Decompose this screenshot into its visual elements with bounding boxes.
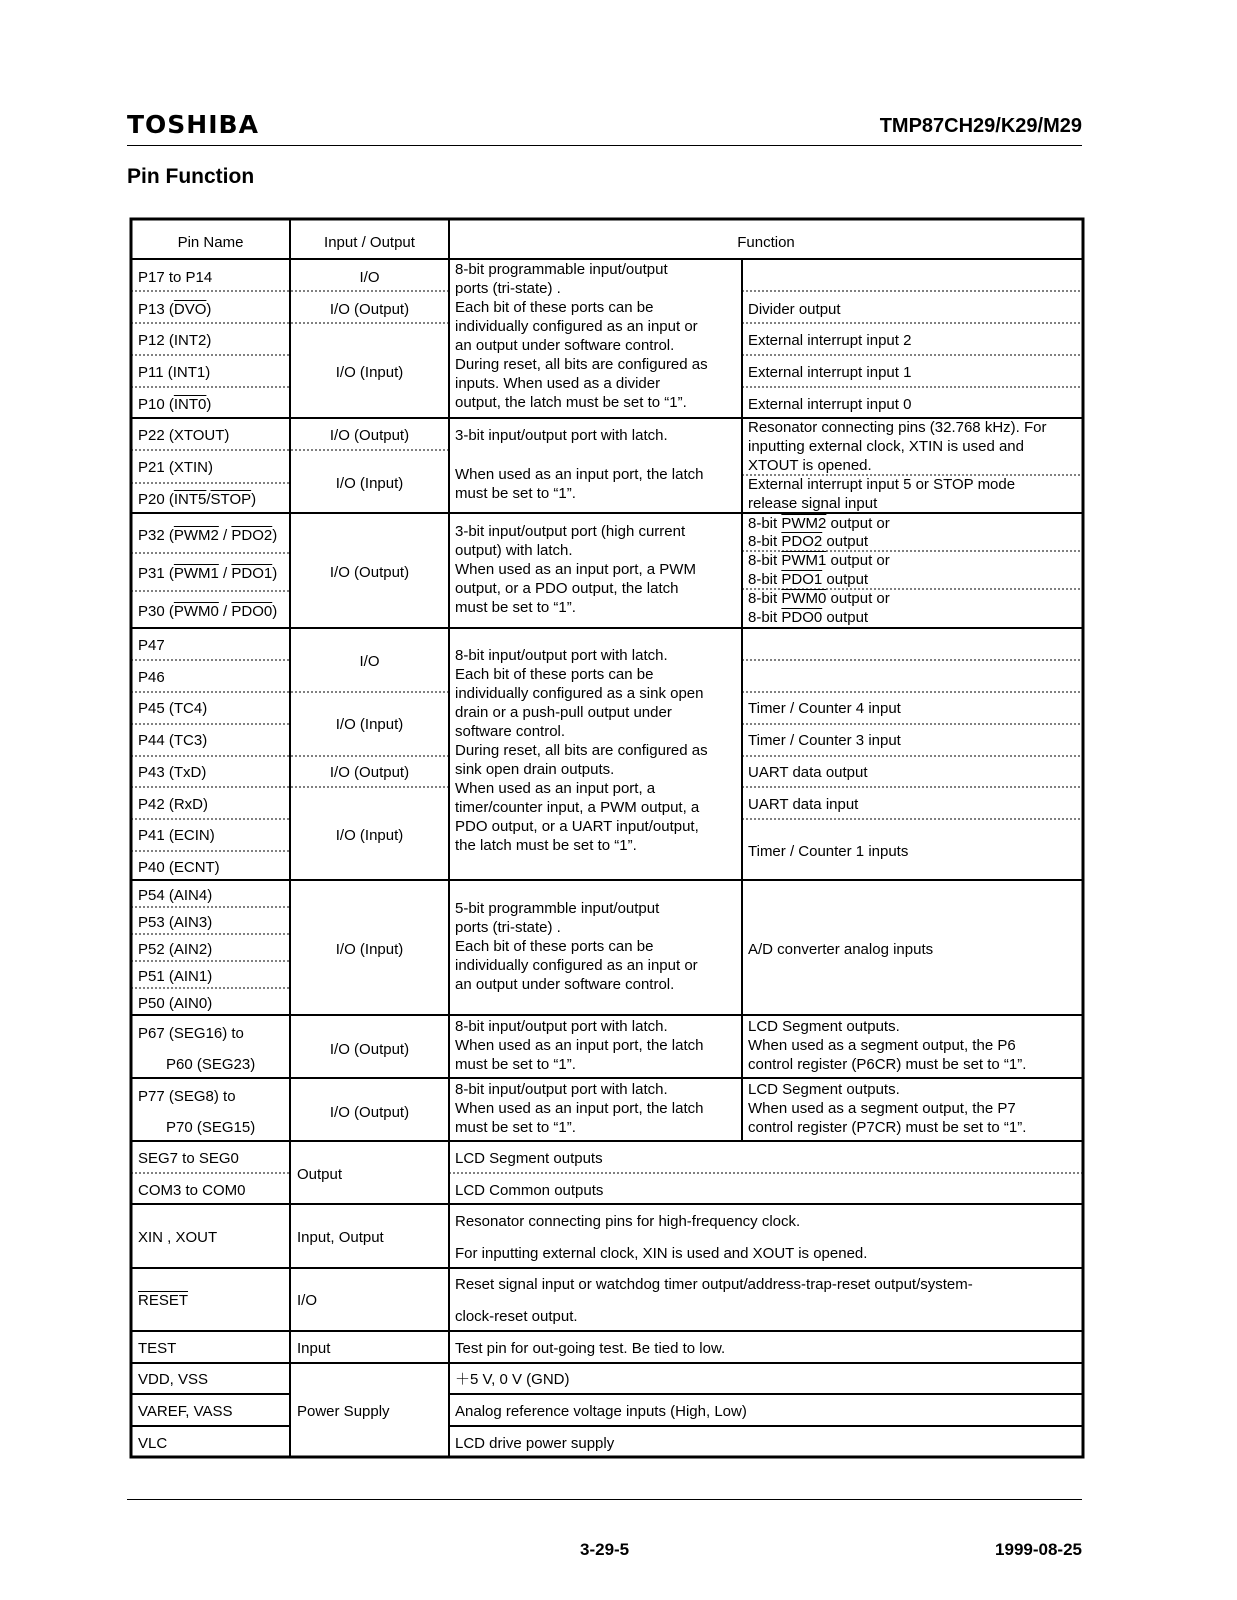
pin-p67: P67 (SEG16) to xyxy=(138,1025,244,1042)
document-date: 1999-08-25 xyxy=(995,1540,1082,1559)
g4-desc-4: software control. xyxy=(455,723,566,740)
g2-right-3: External interrupt input 5 or STOP mode xyxy=(748,476,1016,493)
pin-com: COM3 to COM0 xyxy=(138,1182,246,1199)
pin-p31: P31 (PWM1 / PDO1) xyxy=(138,565,278,582)
pin-test: TEST xyxy=(138,1340,177,1357)
g1-desc-6: inputs. When used as a divider xyxy=(455,375,661,392)
pin-p22: P22 (XTOUT) xyxy=(138,427,230,444)
io-xin: Input, Output xyxy=(297,1229,384,1246)
g2-desc-1: When used as an input port, the latch xyxy=(455,466,704,483)
io-p21-p20: I/O (Input) xyxy=(335,475,404,492)
pin-p45: P45 (TC4) xyxy=(138,700,208,717)
func-vdd: ＋5 V, 0 V (GND) xyxy=(455,1371,570,1388)
g7-desc-2: must be set to “1”. xyxy=(455,1119,576,1136)
g1-desc-1: ports (tri-state) . xyxy=(455,280,561,297)
header-input-output: Input / Output xyxy=(324,234,415,251)
pin-p44: P44 (TC3) xyxy=(138,732,208,749)
func-p42: UART data input xyxy=(748,796,859,813)
g2-right-4: release signal input xyxy=(748,495,878,512)
g3-desc-4: must be set to “1”. xyxy=(455,599,576,616)
g3-right-4: 8-bit PWM0 output or xyxy=(748,590,890,607)
g6-desc-2: must be set to “1”. xyxy=(455,1056,576,1073)
g2-right-1: inputting external clock, XTIN is used and xyxy=(748,438,1024,455)
g4-desc-0: 8-bit input/output port with latch. xyxy=(455,647,668,664)
g6-desc-1: When used as an input port, the latch xyxy=(455,1037,704,1054)
g6-right-1: When used as a segment output, the P6 xyxy=(748,1037,1016,1054)
pin-p11: P11 (INT1) xyxy=(138,364,211,381)
g5-desc-3: individually configured as an input or xyxy=(455,957,698,974)
pin-p46: P46 xyxy=(138,669,165,686)
g3-right-0: 8-bit PWM2 output or xyxy=(748,515,890,532)
g4-desc-5: During reset, all bits are configured as xyxy=(455,742,708,759)
io-p32-p30: I/O (Output) xyxy=(329,564,410,581)
io-p45-p44: I/O (Input) xyxy=(335,716,404,733)
g4-desc-2: individually configured as a sink open xyxy=(455,685,704,702)
g4-desc-6: sink open drain outputs. xyxy=(455,761,615,778)
pin-p41: P41 (ECIN) xyxy=(138,827,215,844)
pin-p52: P52 (AIN2) xyxy=(138,941,213,958)
func-p45: Timer / Counter 4 input xyxy=(748,700,901,717)
g4-desc-7: When used as an input port, a xyxy=(455,780,656,797)
g2-desc-2: must be set to “1”. xyxy=(455,485,576,502)
io-p13: I/O (Output) xyxy=(329,301,410,318)
g3-right-3: 8-bit PDO1 output xyxy=(748,571,869,588)
g6-desc-0: 8-bit input/output port with latch. xyxy=(455,1018,668,1035)
g2-desc-0: 3-bit input/output port with latch. xyxy=(455,427,668,444)
model-number: TMP87CH29/K29/M29 xyxy=(879,115,1082,137)
g6-right-0: LCD Segment outputs. xyxy=(748,1018,900,1035)
pin-p54: P54 (AIN4) xyxy=(138,887,213,904)
pin-p60: P60 (SEG23) xyxy=(166,1056,256,1073)
io-p42-p40: I/O (Input) xyxy=(335,827,404,844)
pin-p53: P53 (AIN3) xyxy=(138,914,213,931)
pin-p12: P12 (INT2) xyxy=(138,332,212,349)
io-p77-p70: I/O (Output) xyxy=(329,1104,410,1121)
g2-right-2: XTOUT is opened. xyxy=(748,457,872,474)
func-p10: External interrupt input 0 xyxy=(748,396,912,413)
g4-desc-8: timer/counter input, a PWM output, a xyxy=(455,799,700,816)
g3-right-1: 8-bit PDO2 output xyxy=(748,533,869,550)
pin-vlc: VLC xyxy=(138,1435,168,1452)
io-p43: I/O (Output) xyxy=(329,764,410,781)
g4-desc-1: Each bit of these ports can be xyxy=(455,666,654,683)
g5-desc-4: an output under software control. xyxy=(455,976,675,993)
func-xin-1: Resonator connecting pins for high-frequency clock. xyxy=(455,1213,801,1230)
g2-right-0: Resonator connecting pins (32.768 kHz). For xyxy=(748,419,1047,436)
footer-rule xyxy=(127,1499,1082,1500)
io-p12-p10: I/O (Input) xyxy=(335,364,404,381)
func-reset-2: clock-reset output. xyxy=(455,1308,578,1325)
func-seg: LCD Segment outputs xyxy=(455,1150,603,1167)
toshiba-logo: TOSHIBA xyxy=(127,110,259,139)
func-reset-1: Reset signal input or watchdog timer output/address-trap-reset output/system- xyxy=(455,1276,973,1293)
g3-desc-3: output, or a PDO output, the latch xyxy=(455,580,679,597)
io-seg-com: Output xyxy=(297,1166,343,1183)
io-power: Power Supply xyxy=(297,1403,390,1420)
pin-p47: P47 xyxy=(138,637,165,654)
g3-desc-2: When used as an input port, a PWM xyxy=(455,561,696,578)
g7-right-2: control register (P7CR) must be set to “1”. xyxy=(748,1119,1027,1136)
pin-p50: P50 (AIN0) xyxy=(138,995,213,1012)
g1-desc-0: 8-bit programmable input/output xyxy=(455,261,668,278)
g7-desc-1: When used as an input port, the latch xyxy=(455,1100,704,1117)
g7-desc-0: 8-bit input/output port with latch. xyxy=(455,1081,668,1098)
pin-p32: P32 (PWM2 / PDO2) xyxy=(138,527,278,544)
g3-desc-0: 3-bit input/output port (high current xyxy=(455,523,686,540)
pin-p21: P21 (XTIN) xyxy=(138,459,214,476)
pin-p70: P70 (SEG15) xyxy=(166,1119,256,1136)
g5-desc-0: 5-bit programmble input/output xyxy=(455,900,660,917)
pin-p17-p14: P17 to P14 xyxy=(138,269,213,286)
g1-desc-3: individually configured as an input or xyxy=(455,318,698,335)
pin-p30: P30 (PWM0 / PDO0) xyxy=(138,603,278,620)
io-test: Input xyxy=(297,1340,331,1357)
g1-desc-5: During reset, all bits are configured as xyxy=(455,356,708,373)
io-reset: I/O xyxy=(297,1292,318,1309)
pin-p13: P13 $(\overline{DVO})$ xyxy=(138,301,212,318)
g4-desc-3: drain or a push-pull output under xyxy=(455,704,672,721)
pin-p43: P43 (TxD) xyxy=(138,764,207,781)
g1-desc-7: output, the latch must be set to “1”. xyxy=(455,394,687,411)
pin-p51: P51 (AIN1) xyxy=(138,968,213,985)
io-p22: I/O (Output) xyxy=(329,427,410,444)
io-p54-p50: I/O (Input) xyxy=(335,941,404,958)
page-number: 3-29-5 xyxy=(580,1540,630,1559)
func-p43: UART data output xyxy=(748,764,868,781)
pin-p42: P42 (RxD) xyxy=(138,796,209,813)
g5-desc-1: ports (tri-state) . xyxy=(455,919,561,936)
section-title: Pin Function xyxy=(127,165,255,188)
pin-seg: SEG7 to SEG0 xyxy=(138,1150,239,1167)
g4-desc-9: PDO output, or a UART input/output, xyxy=(455,818,699,835)
func-p54-p50: A/D converter analog inputs xyxy=(748,941,934,958)
io-p47-p46: I/O xyxy=(359,653,380,670)
g5-desc-2: Each bit of these ports can be xyxy=(455,938,654,955)
func-p12: External interrupt input 2 xyxy=(748,332,912,349)
header-pin-name: Pin Name xyxy=(177,234,244,251)
pin-varef: VAREF, VASS xyxy=(138,1403,233,1420)
g1-desc-2: Each bit of these ports can be xyxy=(455,299,654,316)
pin-p10: P10 (INT0) xyxy=(138,396,212,413)
io-p67-p60: I/O (Output) xyxy=(329,1041,410,1058)
pin-p40: P40 (ECNT) xyxy=(138,859,220,876)
g1-desc-4: an output under software control. xyxy=(455,337,675,354)
pin-xin: XIN , XOUT xyxy=(138,1229,218,1246)
pin-p77: P77 (SEG8) to xyxy=(138,1088,236,1105)
g3-right-5: 8-bit PDO0 output xyxy=(748,609,869,626)
g7-right-1: When used as a segment output, the P7 xyxy=(748,1100,1016,1117)
func-p13: Divider output xyxy=(748,301,841,318)
func-p44: Timer / Counter 3 input xyxy=(748,732,901,749)
g3-desc-1: output) with latch. xyxy=(455,542,573,559)
func-p11: External interrupt input 1 xyxy=(748,364,912,381)
pin-vdd: VDD, VSS xyxy=(138,1371,209,1388)
func-com: LCD Common outputs xyxy=(455,1182,604,1199)
pin-p20: P20 (INT5/STOP) xyxy=(138,491,257,508)
g6-right-2: control register (P6CR) must be set to “1”. xyxy=(748,1056,1027,1073)
header-function: Function xyxy=(737,234,795,251)
g3-right-2: 8-bit PWM1 output or xyxy=(748,552,890,569)
g7-right-0: LCD Segment outputs. xyxy=(748,1081,900,1098)
g4-desc-10: the latch must be set to “1”. xyxy=(455,837,637,854)
func-vlc: LCD drive power supply xyxy=(455,1435,615,1452)
io-p17: I/O xyxy=(359,269,380,286)
func-varef: Analog reference voltage inputs (High, Low) xyxy=(455,1403,747,1420)
func-p41-p40: Timer / Counter 1 inputs xyxy=(748,843,909,860)
func-xin-2: For inputting external clock, XIN is used and XOUT is opened. xyxy=(455,1245,868,1262)
pin-reset: RESET xyxy=(138,1292,189,1309)
func-test: Test pin for out-going test. Be tied to low. xyxy=(455,1340,726,1357)
